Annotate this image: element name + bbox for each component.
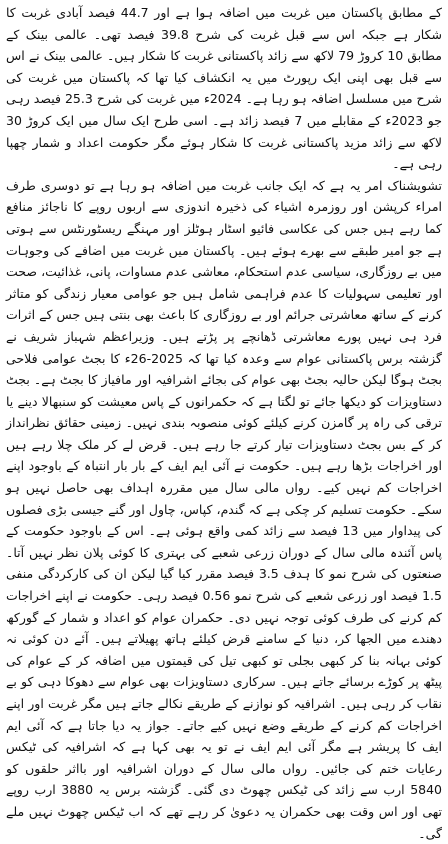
- paragraph-budget-critique: تشویشناک امر یہ ہے کہ ایک جانب غربت میں اضافہ ہو رہا ہے تو دوسری طرف امراء کرپشن اور روزمرہ اشیاء کی ذخیرہ اندوزی سے اربوں روپے کا ناجائز منافع کما رہے ہیں جس کی عکاسی فائیو اسٹار ہوٹلز اور مہنگے ریسٹورنٹس سے ہوتی ہے جو امیر طبقے سے بھرے ہوئے ہیں۔ پاکستان میں غربت میں اضافے کی وجوہات میں بے روزگاری، سیاسی عدم استحکام، معاشی عدم مساوات، پانی، غذائیت، صحت اور تعلیمی سہولیات کا عدم فراہمی شامل ہیں جو عوامی معیار زندگی کو متاثر کرنے کے ساتھ معاشرتی جرائم اور بے روزگاری کا باعث بھی بنتی ہیں جس کے اثرات فرد ہی نہیں پورے معاشرتی ڈھانچے پر پڑتے ہیں۔ وزیراعظم شہباز شریف نے گزشتہ برس پاکستانی عوام سے وعدہ کیا تھا کہ 2025-26ء کا بجٹ عوامی فلاحی بجٹ ہوگا لیکن حالیہ بجٹ بھی عوام کی بجائے اشرافیہ اور مافیاز کا بجٹ ہے۔ بجٹ دستاویزات کو دیکھا جائے تو لگتا ہے کہ حکمرانوں کے پاس معیشت کو سنبھالا دینے یا ترقی کی راہ پر گامزن کرنے کیلئے کوئی منصوبہ بندی نہیں۔ زمینی حقائق نظرانداز کر کے بس بجٹ دستاویزات تیار کرتے جا رہے ہیں۔ قرض لے کر ملک چلا رہے ہیں اور اخراجات بڑھا رہے ہیں۔ حکومت نے آئی ایم ایف کے بار بار انتباہ کے باوجود اپنے اخراجات کم نہیں کیے۔ رواں مالی سال میں مقررہ اہداف بھی حاصل نہیں ہو سکے۔ حکومت تسلیم کر چکی ہے کہ گندم، کپاس، چاول اور گنے جیسی بڑی فصلوں کی پیداوار میں 13 فیصد سے زائد کمی واقع ہوئی ہے۔ اس کے باوجود حکومت کے پاس آئندہ مالی سال کے دوران زرعی شعبے کی بہتری کا کوئی پلان نظر نہیں آتا۔ صنعتوں کی شرح نمو کا ہدف 3.5 فیصد مقرر کیا گیا لیکن ان کی کارکردگی منفی 1.5 فیصد اور زرعی شعبے کی شرح نمو 0.56 فیصد رہی۔ حکومت نے اپنے اخراجات کم کرنے کی طرف کوئی توجہ نہیں دی۔ حکمران عوام کو اعداد و شمار کے گورکھ دھندے میں الجھا کر، دنیا کے سامنے قرض کیلئے ہاتھ پھیلاتے ہیں۔ آئے دن کوئی نہ کوئی بہانہ بنا کر کبھی بجلی تو کبھی تیل کی قیمتوں میں اضافہ کر کے عوام کی پیٹھ پر کوڑے برسائے جاتے ہیں۔ سرکاری دستاویزات بھی عوام سے دھوکا دہی کو بے نقاب کر رہی ہیں۔ اشرافیہ کو نوازنے کے طریقے نکالے جاتے ہیں مگر غربت اور اپنے اخراجات کم کرنے کے طریقے وضع نہیں کیے جاتے۔ جواز یہ دیا جاتا ہے کہ آئی ایم ایف کا پریشر ہے مگر آئی ایم ایف نے تو یہ بھی کہا ہے کہ اشرافیہ کی ٹیکس رعایات ختم کی جائیں۔ رواں مالی سال کے دوران اشرافیہ اور بااثر حلقوں کو 5840 ارب سے زائد کی ٹیکس چھوٹ دی گئی۔ گزشتہ برس یہ 3880 ارب روپے تھی اور اس وقت بھی حکمران یہ دعویٰ کر رہے تھے کہ اب ٹیکس چھوٹ نہیں ملے گی۔: [6, 177, 443, 841]
- paragraph-poverty-statistics: کے مطابق پاکستان میں غربت میں اضافہ ہوا ہے اور 44.7 فیصد آبادی غربت کا شکار ہے جبکہ اس سے قبل غربت کی شرح 39.8 فیصد تھی۔ عالمی بینک کے مطابق 10 کروڑ 79 لاکھ سے زائد پاکستانی غربت کا شکار ہیں۔ عالمی بینک نے اس سے قبل بھی اپنی ایک رپورٹ میں یہ انکشاف کیا تھا کہ پاکستان میں غربت کی شرح میں مسلسل اضافہ ہو رہا ہے۔ 2024ء میں غربت کی شرح 25.3 فیصد رہی جو 2023ء کے مقابلے میں 7 فیصد زائد ہے۔ اسی طرح ایک سال میں ایک کروڑ 30 لاکھ سے زائد مزید پاکستانی غربت کا شکار ہوئے مگر حکومت اعداد و شمار چھپا رہی ہے۔: [6, 5, 443, 172]
- article-body: [6, 2, 442, 844]
